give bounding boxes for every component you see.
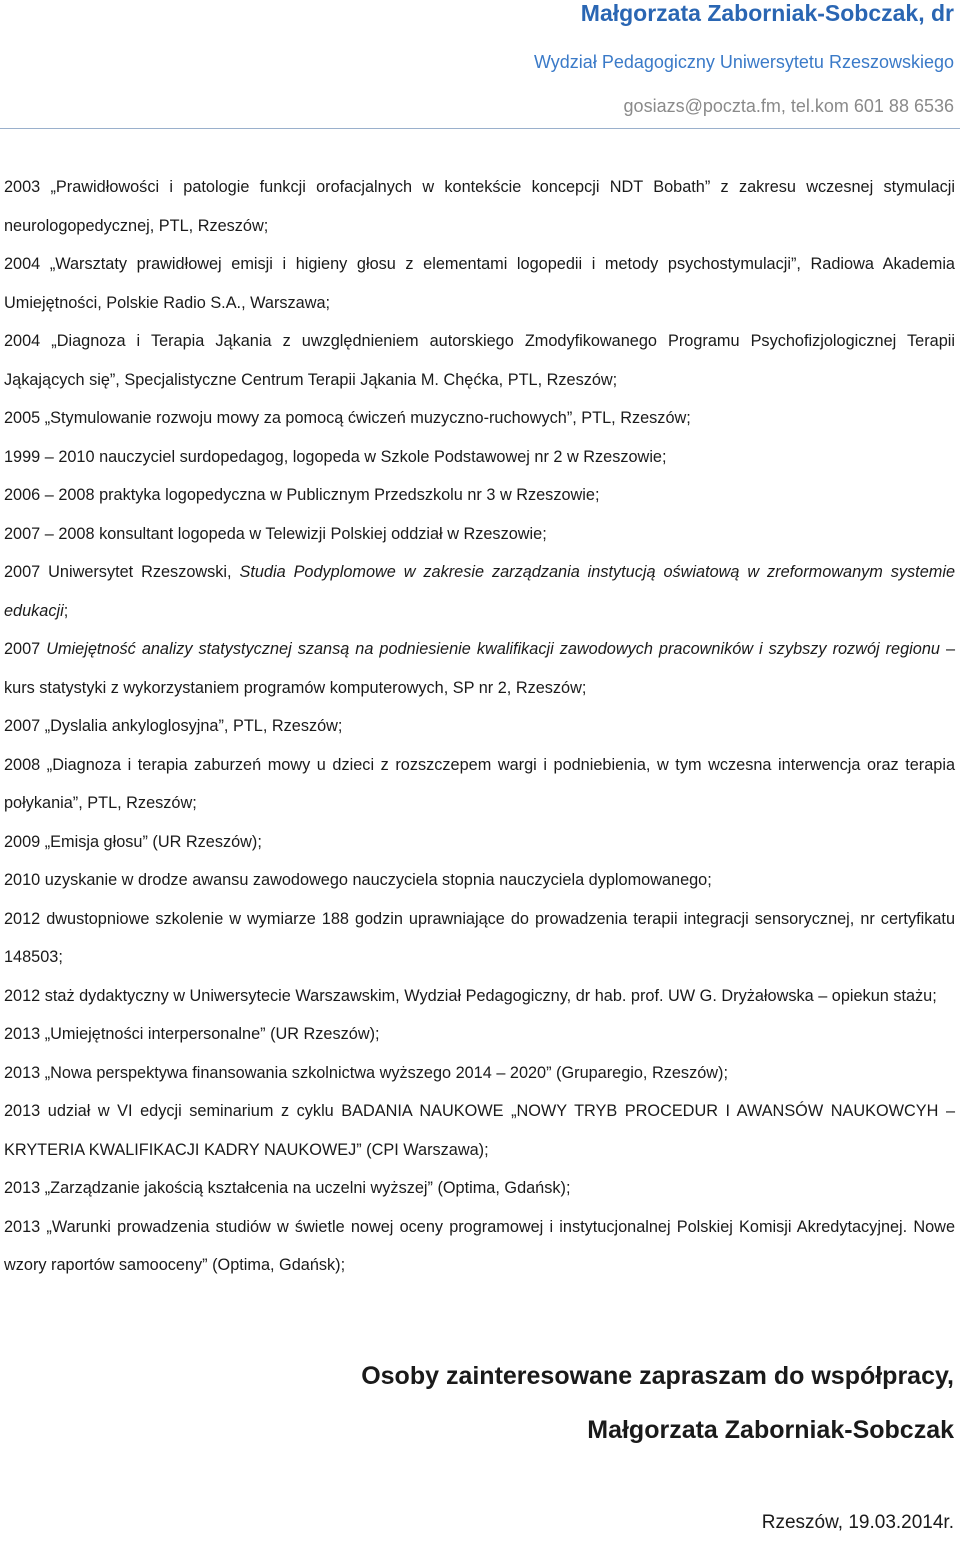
entry-text: – kurs statystyki z wykorzystaniem programów komputerowych, SP nr 2, Rzeszów; — [4, 640, 955, 697]
entry-text: 2013 „Nowa perspektywa finansowania szkolnictwa wyższego 2014 – 2020” (Gruparegio, Rzeszów); — [4, 1063, 728, 1082]
entry-text: 1999 – 2010 nauczyciel surdopedagog, logopeda w Szkole Podstawowej nr 2 w Rzeszowie; — [4, 447, 667, 466]
training-entry — [4, 630, 955, 707]
training-list — [4, 168, 955, 1285]
place-date: Rzeszów, 19.03.2014r. — [761, 1512, 954, 1533]
closing-invitation: Osoby zainteresowane zapraszam do współpracy, — [361, 1362, 954, 1390]
entry-text: 2012 staż dydaktyczny w Uniwersytecie Warszawskim, Wydział Pedagogiczny, dr hab. prof. UW G. Dryżałowska – opiekun stażu; — [4, 986, 937, 1005]
training-entry — [4, 1015, 955, 1054]
entry-text: 2013 „Warunki prowadzenia studiów w świetle nowej oceny programowej i instytucjonalnej Polskiej Komisji Akredytacyjnej. Nowe wzory raportów samooceny” (Optima, Gdańsk); — [4, 1217, 955, 1274]
training-entry — [4, 553, 955, 630]
training-entry — [4, 168, 955, 245]
entry-text: 2004 „Diagnoza i Terapia Jąkania z uwzględnieniem autorskiego Zmodyfikowanego Programu Psychofizjologicznej Terapii Jąkających się”, Specjalistyczne Centrum Terapii Jąkania M. Chęćka, PTL, Rzeszów; — [4, 332, 955, 389]
entry-text: 2005 „Stymulowanie rozwoju mowy za pomocą ćwiczeń muzyczno-ruchowych”, PTL, Rzeszów; — [4, 409, 691, 427]
department-name: Wydział Pedagogiczny Uniwersytetu Rzeszowskiego — [533, 52, 954, 72]
training-entry — [4, 1208, 955, 1285]
training-entry — [4, 438, 955, 477]
entry-text: 2013 „Umiejętności interpersonalne” (UR Rzeszów); — [4, 1025, 380, 1043]
entry-text: 2013 „Zarządzanie jakością kształcenia na uczelni wyższej” (Optima, Gdańsk); — [4, 1179, 571, 1197]
contact-info: gosiazs@poczta.fm, tel.kom 601 88 6536 — [623, 96, 954, 116]
entry-text: 2007 – 2008 konsultant logopeda w Telewizji Polskiej oddział w Rzeszowie; — [4, 524, 547, 543]
training-entry — [4, 515, 955, 554]
training-entry — [4, 861, 955, 900]
training-entry — [4, 322, 955, 399]
training-entry — [4, 1054, 955, 1093]
entry-text: 2007 — [4, 640, 47, 658]
entry-text: 2007 Uniwersytet Rzeszowski, — [4, 563, 240, 581]
training-entry — [4, 707, 955, 746]
entry-text: 2006 – 2008 praktyka logopedyczna w Publicznym Przedszkolu nr 3 w Rzeszowie; — [4, 486, 600, 504]
training-entry — [4, 1169, 955, 1208]
entry-text: 2010 uzyskanie w drodze awansu zawodowego nauczyciela stopnia nauczyciela dyplomowanego; — [4, 871, 712, 889]
training-entry — [4, 476, 955, 515]
training-entry — [4, 399, 955, 438]
entry-italic-text: Studia Podyplomowe w zakresie zarządzania instytucją oświatową w zreformowanym systemie edukacji — [4, 563, 955, 620]
entry-italic-text: Umiejętność analizy statystycznej szansą na podniesienie kwalifikacji zawodowych pracowników i szybszy rozwój regionu — [46, 640, 940, 658]
entry-text: 2003 „Prawidłowości i patologie funkcji orofacjalnych w kontekście koncepcji NDT Bobath” z zakresu wczesnej stymulacji neurologopedycznej, PTL, Rzeszów; — [4, 178, 955, 235]
entry-text: ; — [63, 601, 69, 620]
entry-text: 2013 udział w VI edycji seminarium z cyklu BADANIA NAUKOWE „NOWY TRYB PROCEDUR I AWANSÓW NAUKOWCYH – KRYTERIA KWALIFIKACJI KADRY NAUKOWEJ” (CPI Warszawa); — [4, 1102, 955, 1159]
training-entry — [4, 977, 955, 1016]
entry-text: 2009 „Emisja głosu” (UR Rzeszów); — [4, 832, 262, 851]
entry-text: 2007 „Dyslalia ankyloglosyjna”, PTL, Rzeszów; — [4, 717, 343, 735]
entry-text: 2008 „Diagnoza i terapia zaburzeń mowy u dzieci z rozszczepem wargi i podniebienia, w tym wczesna interwencja oraz terapia połykania”, PTL, Rzeszów; — [4, 755, 955, 812]
training-entry — [4, 900, 955, 977]
author-name: Małgorzata Zaborniak-Sobczak, dr — [580, 0, 954, 26]
entry-text: 2004 „Warsztaty prawidłowej emisji i higieny głosu z elementami logopedii i metody psychostymulacji”, Radiowa Akademia Umiejętności, Polskie Radio S.A., Warszawa; — [4, 255, 955, 312]
training-entry — [4, 823, 955, 862]
training-entry — [4, 245, 955, 322]
training-entry — [4, 746, 955, 823]
training-entry — [4, 1092, 955, 1169]
closing-signature-name: Małgorzata Zaborniak-Sobczak — [587, 1416, 954, 1444]
entry-text: 2012 dwustopniowe szkolenie w wymiarze 188 godzin uprawniające do prowadzenia terapii integracji sensorycznej, nr certyfikatu 148503; — [4, 909, 955, 966]
page-header — [0, 0, 960, 129]
